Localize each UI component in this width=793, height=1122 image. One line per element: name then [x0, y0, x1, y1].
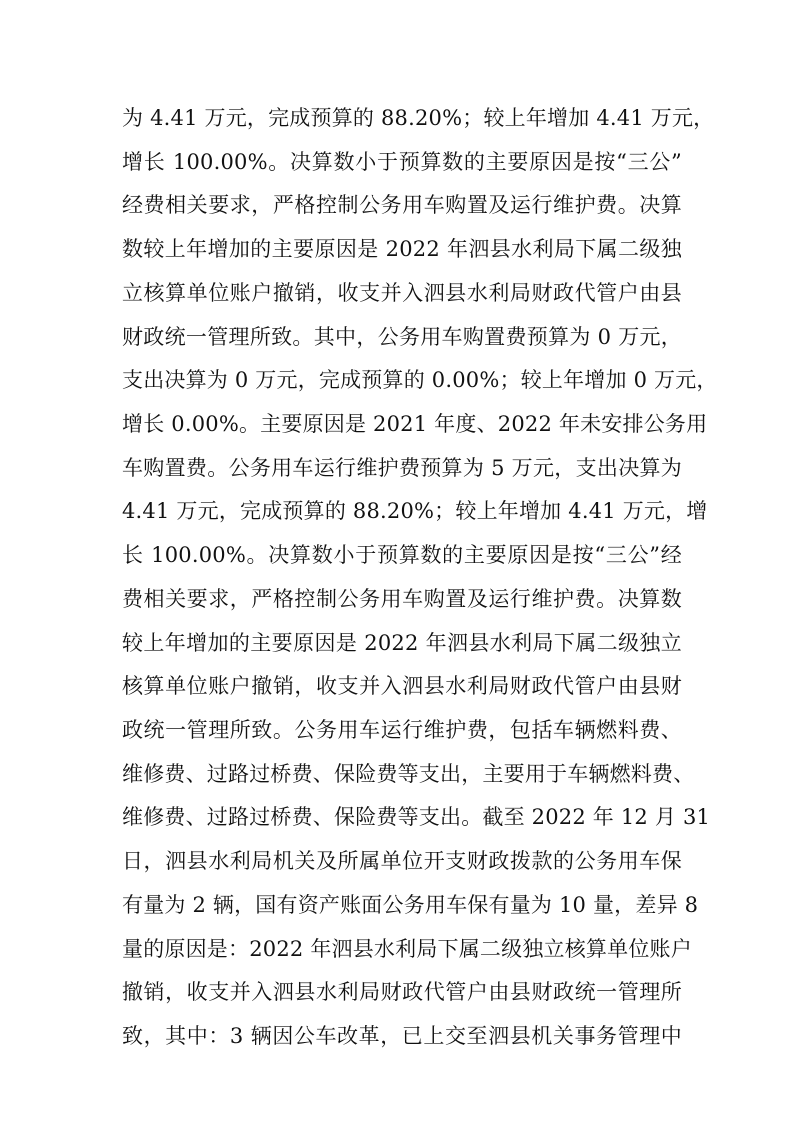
text-line: 撤销，收支并入泗县水利局财政代管户由县财政统一管理所: [122, 980, 682, 1004]
text-line: 为 4.41 万元，完成预算的 88.20%；较上年增加 4.41 万元，: [122, 106, 715, 130]
text-line: 致，其中：3 辆因公车改革，已上交至泗县机关事务管理中: [122, 1024, 682, 1048]
text-line: 财政统一管理所致。其中，公务用车购置费预算为 0 万元，: [122, 325, 682, 349]
text-line: 增长 0.00%。主要原因是 2021 年度、2022 年未安排公务用: [122, 412, 708, 436]
text-line: 核算单位账户撤销，收支并入泗县水利局财政代管户由县财: [122, 674, 682, 698]
text-line: 有量为 2 辆，国有资产账面公务用车保有量为 10 量，差异 8: [122, 893, 699, 917]
text-line: 增长 100.00%。决算数小于预算数的主要原因是按“三公”: [122, 150, 682, 174]
text-line: 经费相关要求，严格控制公务用车购置及运行维护费。决算: [122, 193, 682, 217]
text-line: 费相关要求，严格控制公务用车购置及运行维护费。决算数: [122, 587, 682, 611]
text-line: 较上年增加的主要原因是 2022 年泗县水利局下属二级独立: [122, 631, 682, 655]
text-line: 维修费、过路过桥费、保险费等支出，主要用于车辆燃料费、: [122, 762, 695, 786]
text-line: 车购置费。公务用车运行维护费预算为 5 万元，支出决算为: [122, 456, 682, 480]
text-line: 日，泗县水利局机关及所属单位开支财政拨款的公务用车保: [122, 849, 682, 873]
text-line: 支出决算为 0 万元，完成预算的 0.00%；较上年增加 0 万元，: [122, 368, 718, 392]
text-line: 4.41 万元，完成预算的 88.20%；较上年增加 4.41 万元，增: [122, 499, 708, 523]
text-line: 长 100.00%。决算数小于预算数的主要原因是按“三公”经: [122, 543, 682, 567]
text-line: 数较上年增加的主要原因是 2022 年泗县水利局下属二级独: [122, 237, 682, 261]
text-line: 政统一管理所致。公务用车运行维护费，包括车辆燃料费、: [122, 718, 682, 742]
text-line: 量的原因是：2022 年泗县水利局下属二级独立核算单位账户: [122, 937, 692, 961]
text-line: 维修费、过路过桥费、保险费等支出。截至 2022 年 12 月 31: [122, 805, 711, 829]
text-line: 立核算单位账户撤销，收支并入泗县水利局财政代管户由县: [122, 281, 682, 305]
